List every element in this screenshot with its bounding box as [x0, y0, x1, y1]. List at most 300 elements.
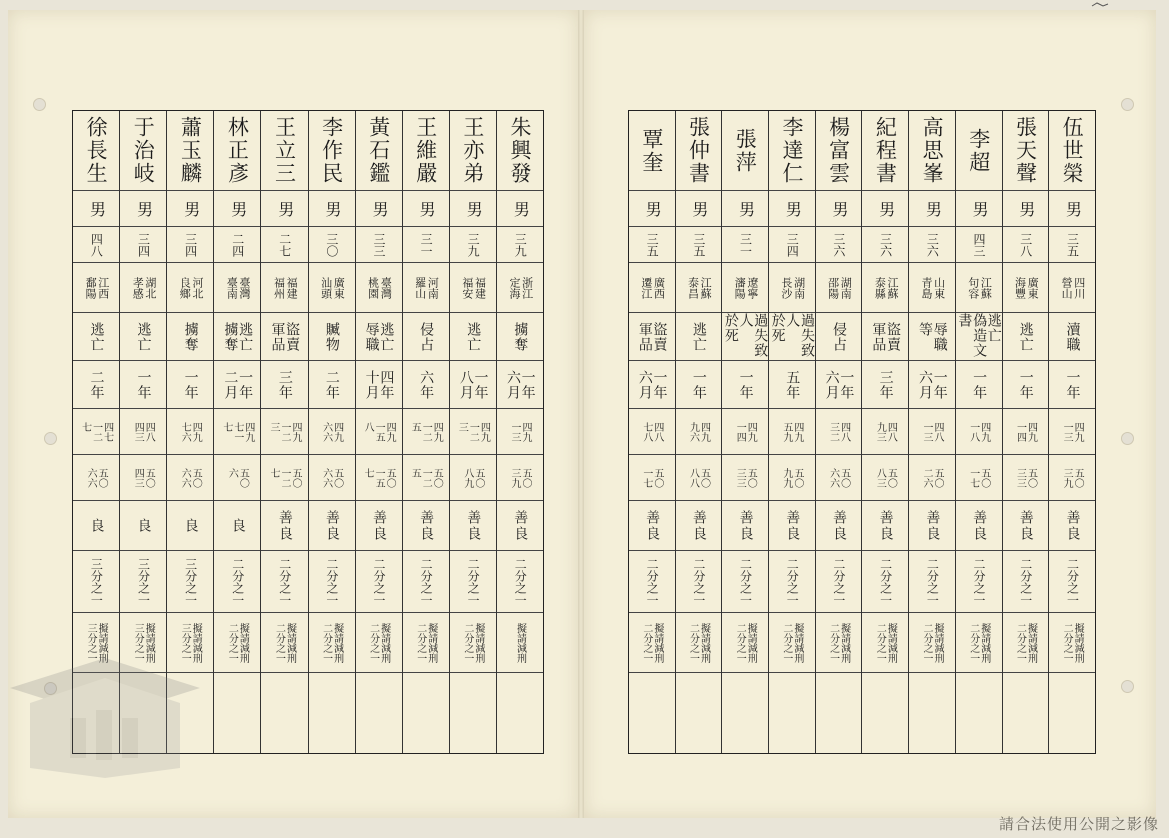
offense-cell — [261, 313, 307, 361]
person-name — [629, 111, 675, 191]
reduction-cell — [629, 551, 675, 613]
person-name-text: 楊富雲 — [826, 116, 851, 185]
sex-cell-text: 男 — [970, 200, 990, 217]
conduct-cell-text: 良 — [182, 517, 199, 534]
person-name-text: 覃奎 — [639, 127, 664, 174]
sex-cell-text: 男 — [228, 200, 248, 217]
register-column — [721, 111, 768, 753]
conduct-cell-text: 善良 — [784, 509, 801, 542]
person-name — [722, 111, 768, 191]
person-name — [497, 111, 543, 191]
start-date-cell-text: 四八 四三 — [132, 421, 155, 442]
end-date-cell — [120, 455, 166, 501]
blank-cell — [722, 673, 768, 753]
person-name — [862, 111, 908, 191]
sentence-cell — [816, 361, 862, 409]
reduction-cell — [497, 551, 543, 613]
sentence-cell-text: 一年 — [182, 369, 199, 400]
sentence-cell-text: 一年 — [1017, 369, 1034, 400]
reduction-cell — [816, 551, 862, 613]
sentence-cell — [403, 361, 449, 409]
blank-cell — [909, 673, 955, 753]
sex-cell — [261, 191, 307, 227]
blank-cell — [676, 673, 722, 753]
start-date-cell — [816, 409, 862, 455]
end-date-cell — [956, 455, 1002, 501]
sentence-cell — [629, 361, 675, 409]
conduct-cell — [450, 501, 496, 551]
reduction-cell — [214, 551, 260, 613]
conduct-cell — [769, 501, 815, 551]
start-date-cell — [629, 409, 675, 455]
reduction-cell-text: 二分之一 — [972, 557, 987, 606]
proposal-cell-text: 擬請減刑 二分之一 — [414, 622, 437, 663]
start-date-cell-text: 四九 七六 — [179, 421, 202, 442]
binding-hole — [1121, 432, 1134, 445]
register-column — [1048, 111, 1095, 753]
sex-cell-text: 男 — [923, 200, 943, 217]
sex-cell-text: 男 — [736, 200, 756, 217]
register-column — [308, 111, 355, 753]
sentence-cell — [214, 361, 260, 409]
start-date-cell — [769, 409, 815, 455]
reduction-cell-text: 二分之一 — [1018, 557, 1033, 606]
sentence-cell-text: 五年 — [784, 369, 801, 400]
reduction-cell — [722, 551, 768, 613]
end-date-cell — [629, 455, 675, 501]
center-fold — [578, 10, 584, 818]
sentence-cell-text: 一年 — [135, 369, 152, 400]
age-cell — [629, 227, 675, 263]
end-date-cell-text: 五〇 六 — [226, 467, 249, 488]
sentence-cell — [956, 361, 1002, 409]
offense-cell-text: 擄奪 — [512, 321, 529, 352]
start-date-cell — [676, 409, 722, 455]
offense-cell-text: 逃亡 擄奪 — [222, 321, 254, 352]
end-date-cell-text: 五〇 一二 五 — [409, 467, 443, 488]
hometown-cell — [167, 263, 213, 313]
end-date-cell-text: 五〇 二六 — [921, 467, 944, 488]
end-date-cell-text: 五〇 八九 — [461, 467, 484, 488]
person-name-text: 蕭玉麟 — [178, 116, 203, 185]
hometown-cell-text: 遼寧 瀋陽 — [733, 276, 759, 299]
offense-cell-text: 辱職 等 — [917, 321, 948, 352]
person-name — [956, 111, 1002, 191]
start-date-cell — [403, 409, 449, 455]
sentence-cell — [1049, 361, 1095, 409]
age-cell-text: 三四 — [785, 232, 800, 257]
sentence-cell-text: 一年 — [971, 369, 988, 400]
proposal-cell — [1003, 613, 1049, 673]
person-name — [1003, 111, 1049, 191]
reduction-cell-text: 二分之一 — [785, 557, 800, 606]
proposal-cell — [450, 613, 496, 673]
person-name — [73, 111, 119, 191]
reduction-cell-text: 二分之一 — [230, 557, 245, 606]
reduction-cell-text: 二分之一 — [738, 557, 753, 606]
age-cell — [956, 227, 1002, 263]
conduct-cell-text: 善良 — [924, 509, 941, 542]
age-cell-text: 三五 — [691, 232, 706, 257]
blank-cell — [261, 673, 307, 753]
reduction-cell-text: 二分之一 — [831, 557, 846, 606]
start-date-cell — [956, 409, 1002, 455]
start-date-cell-text: 四九 一二 三 — [267, 421, 301, 442]
conduct-cell-text: 善良 — [690, 509, 707, 542]
blank-cell — [450, 673, 496, 753]
age-cell-text: 三〇 — [324, 232, 339, 257]
person-name — [769, 111, 815, 191]
sentence-cell — [909, 361, 955, 409]
reduction-cell — [120, 551, 166, 613]
sentence-cell — [862, 361, 908, 409]
sentence-cell — [1003, 361, 1049, 409]
end-date-cell — [1049, 455, 1095, 501]
conduct-cell — [722, 501, 768, 551]
end-date-cell-text: 五〇 三三 — [734, 467, 757, 488]
proposal-cell-text: 擬請減刑 二分之一 — [687, 622, 710, 663]
end-date-cell-text: 五〇 一二 七 — [267, 467, 301, 488]
proposal-cell-text: 擬請減刑 二分之一 — [1014, 622, 1037, 663]
start-date-cell — [167, 409, 213, 455]
start-date-cell-text: 四九 一三 — [1061, 421, 1084, 442]
sex-cell — [816, 191, 862, 227]
end-date-cell — [403, 455, 449, 501]
person-name-text: 王亦弟 — [460, 116, 485, 185]
end-date-cell-text: 五〇 九九 — [780, 467, 803, 488]
blank-cell — [862, 673, 908, 753]
age-cell — [816, 227, 862, 263]
sex-cell — [403, 191, 449, 227]
register-column — [768, 111, 815, 753]
reduction-cell-text: 三分之一 — [183, 557, 198, 606]
conduct-cell — [676, 501, 722, 551]
reduction-cell-text: 二分之一 — [371, 557, 386, 606]
age-cell — [1049, 227, 1095, 263]
start-date-cell-text: 四九 一三 — [508, 421, 531, 442]
conduct-cell-text: 善良 — [1017, 509, 1034, 542]
offense-cell — [909, 313, 955, 361]
conduct-cell-text: 善良 — [276, 509, 293, 542]
start-date-cell — [1049, 409, 1095, 455]
proposal-cell-text: 擬請減刑 — [514, 622, 526, 663]
binding-hole — [1121, 680, 1134, 693]
age-cell — [167, 227, 213, 263]
proposal-cell-text: 擬請減刑 二分之一 — [320, 622, 343, 663]
sentence-cell — [497, 361, 543, 409]
start-date-cell-text: 四九 九六 — [687, 421, 710, 442]
sex-cell — [120, 191, 166, 227]
hometown-cell — [497, 263, 543, 313]
offense-cell-text: 過失致人 於死 — [769, 313, 815, 358]
hometown-cell-text: 江蘇 泰昌 — [686, 276, 713, 299]
conduct-cell — [356, 501, 402, 551]
hometown-cell-text: 江蘇 句容 — [966, 276, 993, 299]
sex-cell-text: 男 — [134, 200, 154, 217]
age-cell — [309, 227, 355, 263]
hometown-cell — [120, 263, 166, 313]
age-cell-text: 三一 — [738, 232, 753, 257]
hometown-cell — [309, 263, 355, 313]
end-date-cell-text: 五〇 八三 — [874, 467, 897, 488]
sentence-cell-text: 二年 — [323, 369, 340, 400]
offense-cell-text: 過失致人 於死 — [722, 313, 769, 358]
sentence-cell-text: 一年 八月 — [457, 369, 489, 400]
sex-cell-text: 男 — [643, 200, 663, 217]
start-date-cell — [356, 409, 402, 455]
sex-cell — [73, 191, 119, 227]
sex-cell-text: 男 — [87, 200, 107, 217]
hometown-cell-text: 江蘇 泰縣 — [873, 276, 899, 299]
end-date-cell — [356, 455, 402, 501]
proposal-cell-text: 擬請減刑 三分之一 — [132, 622, 155, 663]
person-name-text: 張天聲 — [1013, 116, 1038, 185]
start-date-cell-text: 四九 一八 — [967, 421, 990, 442]
sentence-cell-text: 一年 — [1064, 369, 1081, 400]
hometown-cell-text: 臺灣 臺南 — [225, 276, 252, 299]
end-date-cell-text: 五〇 一五 七 — [362, 467, 396, 488]
end-date-cell — [309, 455, 355, 501]
end-date-cell — [722, 455, 768, 501]
sentence-cell-text: 一年 — [690, 369, 707, 400]
start-date-cell-text: 四九 一四 — [1014, 421, 1037, 442]
start-date-cell-text: 四九 六六 — [320, 421, 343, 442]
age-cell-text: 四三 — [972, 232, 987, 257]
conduct-cell — [497, 501, 543, 551]
sentence-cell-text: 一年 六月 — [917, 369, 948, 400]
register-column — [1002, 111, 1049, 753]
sex-cell — [167, 191, 213, 227]
hometown-cell — [214, 263, 260, 313]
start-date-cell-text: 四九 一二 五 — [409, 421, 443, 442]
offense-cell — [1003, 313, 1049, 361]
proposal-cell-text: 擬請減刑 二分之一 — [827, 622, 850, 663]
reduction-cell — [769, 551, 815, 613]
age-cell — [676, 227, 722, 263]
person-name — [909, 111, 955, 191]
proposal-cell-text: 擬請減刑 二分之一 — [1061, 622, 1084, 663]
register-column — [402, 111, 449, 753]
sex-cell-text: 男 — [511, 200, 531, 217]
age-cell-text: 三三 — [371, 232, 386, 257]
reduction-cell — [309, 551, 355, 613]
hometown-cell — [816, 263, 862, 313]
sex-cell — [956, 191, 1002, 227]
hometown-cell-text: 廣東 汕頭 — [319, 276, 346, 299]
age-cell-text: 三五 — [1065, 232, 1080, 257]
age-cell-text: 三五 — [645, 232, 660, 257]
end-date-cell — [261, 455, 307, 501]
age-cell — [356, 227, 402, 263]
proposal-cell — [816, 613, 862, 673]
sex-cell — [450, 191, 496, 227]
hometown-cell — [722, 263, 768, 313]
start-date-cell — [450, 409, 496, 455]
end-date-cell — [676, 455, 722, 501]
register-column — [213, 111, 260, 753]
binding-hole — [1121, 98, 1134, 111]
hometown-cell-text: 四川 營山 — [1060, 276, 1086, 299]
sex-cell-text: 男 — [322, 200, 342, 217]
hometown-cell — [629, 263, 675, 313]
start-date-cell — [722, 409, 768, 455]
hometown-cell — [676, 263, 722, 313]
person-name-text: 李作民 — [319, 116, 344, 185]
blank-cell — [769, 673, 815, 753]
register-column — [908, 111, 955, 753]
reduction-cell — [73, 551, 119, 613]
age-cell-text: 三九 — [513, 232, 528, 257]
end-date-cell-text: 五〇 八八 — [687, 467, 710, 488]
proposal-cell — [261, 613, 307, 673]
reduction-cell-text: 二分之一 — [324, 557, 339, 606]
person-name-text: 林正彥 — [225, 116, 250, 185]
sentence-cell — [309, 361, 355, 409]
sex-cell — [356, 191, 402, 227]
reduction-cell — [167, 551, 213, 613]
start-date-cell — [497, 409, 543, 455]
conduct-cell — [909, 501, 955, 551]
proposal-cell-text: 擬請減刑 二分之一 — [367, 622, 390, 663]
age-cell — [120, 227, 166, 263]
hometown-cell — [450, 263, 496, 313]
offense-cell-text: 盜賣 軍品 — [636, 321, 668, 352]
hometown-cell — [909, 263, 955, 313]
register-column — [861, 111, 908, 753]
hometown-cell — [1003, 263, 1049, 313]
blank-cell — [497, 673, 543, 753]
start-date-cell-text: 四九 一四 — [734, 421, 757, 442]
offense-cell-text: 盜賣 軍品 — [870, 321, 902, 352]
conduct-cell — [629, 501, 675, 551]
person-name — [120, 111, 166, 191]
reduction-cell — [356, 551, 402, 613]
start-date-cell — [120, 409, 166, 455]
conduct-cell-text: 善良 — [512, 509, 529, 542]
register-column — [496, 111, 543, 753]
offense-cell-text: 逃亡 — [465, 321, 482, 352]
conduct-cell — [403, 501, 449, 551]
conduct-cell — [1003, 501, 1049, 551]
hometown-cell-text: 江西 鄱陽 — [84, 276, 110, 299]
reduction-cell-text: 二分之一 — [878, 557, 893, 606]
conduct-cell — [167, 501, 213, 551]
sentence-cell-text: 一年 六月 — [636, 369, 668, 400]
age-cell — [214, 227, 260, 263]
blank-cell — [1049, 673, 1095, 753]
start-date-cell-text: 四八 九三 — [874, 421, 897, 442]
age-cell-text: 四八 — [89, 232, 104, 257]
start-date-cell — [73, 409, 119, 455]
register-column — [260, 111, 307, 753]
person-name-text: 王維嚴 — [413, 116, 438, 185]
sex-cell-text: 男 — [275, 200, 295, 217]
end-date-cell-text: 五〇 一七 — [967, 467, 990, 488]
blank-cell — [816, 673, 862, 753]
offense-cell-text: 逃亡 — [135, 321, 152, 352]
offense-cell-text: 盜賣 軍品 — [269, 321, 301, 352]
offense-cell — [816, 313, 862, 361]
age-cell-text: 三六 — [831, 232, 846, 257]
reduction-cell — [1049, 551, 1095, 613]
offense-cell — [629, 313, 675, 361]
start-date-cell-text: 四九 七一 七 — [220, 421, 254, 442]
person-name-text: 張萍 — [733, 127, 758, 174]
age-cell-text: 二四 — [230, 232, 245, 257]
end-date-cell — [769, 455, 815, 501]
sentence-cell — [73, 361, 119, 409]
person-name-text: 張仲書 — [686, 116, 711, 185]
watermark-text: 請合法使用公開之影像 — [998, 815, 1159, 833]
hometown-cell-text: 湖南 邵陽 — [826, 276, 853, 299]
offense-cell — [214, 313, 260, 361]
sentence-cell — [167, 361, 213, 409]
sex-cell-text: 男 — [830, 200, 850, 217]
sex-cell — [676, 191, 722, 227]
proposal-cell — [629, 613, 675, 673]
hometown-cell-text: 廣西 遷江 — [639, 276, 666, 299]
blank-cell — [1003, 673, 1049, 753]
person-name-text: 紀程書 — [873, 116, 898, 185]
end-date-cell — [73, 455, 119, 501]
person-name — [1049, 111, 1095, 191]
reduction-cell-text: 二分之一 — [1065, 557, 1080, 606]
reduction-cell-text: 二分之一 — [277, 557, 292, 606]
sex-cell — [1049, 191, 1095, 227]
end-date-cell — [450, 455, 496, 501]
person-name — [676, 111, 722, 191]
hometown-cell — [862, 263, 908, 313]
start-date-cell-text: 四七 一二 七 — [79, 421, 113, 442]
sentence-cell-text: 二年 — [88, 369, 105, 400]
hometown-cell — [1049, 263, 1095, 313]
proposal-cell — [1049, 613, 1095, 673]
age-cell — [769, 227, 815, 263]
age-cell — [909, 227, 955, 263]
age-cell — [73, 227, 119, 263]
proposal-cell-text: 擬請減刑 二分之一 — [461, 622, 484, 663]
proposal-cell-text: 擬請減刑 二分之一 — [734, 622, 757, 663]
end-date-cell-text: 五〇 三三 — [1014, 467, 1037, 488]
end-date-cell-text: 五〇 六六 — [85, 467, 108, 488]
conduct-cell-text: 善良 — [737, 509, 754, 542]
person-name — [309, 111, 355, 191]
end-date-cell — [1003, 455, 1049, 501]
offense-cell-text: 瀆職 — [1064, 321, 1081, 352]
proposal-cell — [769, 613, 815, 673]
proposal-cell-text: 擬請減刑 三分之一 — [179, 622, 202, 663]
blank-cell — [629, 673, 675, 753]
conduct-cell-text: 善良 — [465, 509, 482, 542]
blank-cell — [309, 673, 355, 753]
sentence-cell-text: 四年 十月 — [363, 369, 395, 400]
proposal-cell-text: 擬請減刑 二分之一 — [273, 622, 296, 663]
sex-cell — [722, 191, 768, 227]
person-name — [450, 111, 496, 191]
age-cell — [862, 227, 908, 263]
sex-cell-text: 男 — [370, 200, 390, 217]
sentence-cell-text: 三年 — [877, 369, 894, 400]
offense-cell — [722, 313, 768, 361]
register-column — [355, 111, 402, 753]
archive-logo-watermark — [10, 648, 200, 778]
reduction-cell — [676, 551, 722, 613]
proposal-cell-text: 擬請減刑 二分之一 — [780, 622, 803, 663]
person-name-text: 于治岐 — [131, 116, 156, 185]
sentence-cell — [450, 361, 496, 409]
register-column — [675, 111, 722, 753]
end-date-cell-text: 五〇 六六 — [179, 467, 202, 488]
